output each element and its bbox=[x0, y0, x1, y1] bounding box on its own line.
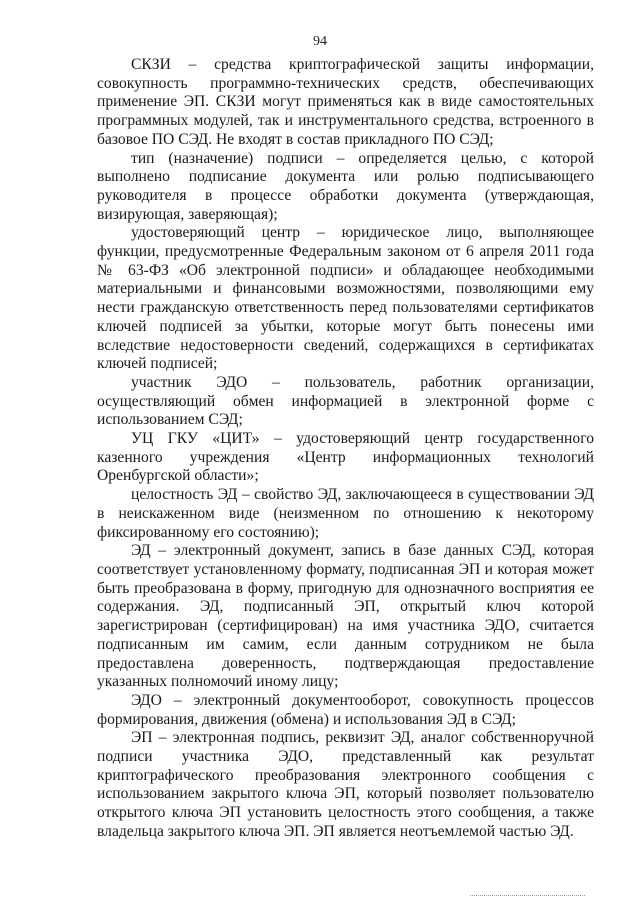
paragraph-uc-gku-cit: УЦ ГКУ «ЦИТ» – удостоверяющий центр государственного казенного учреждения «Центр информационных технологий Оренбургской области»; bbox=[97, 430, 594, 485]
paragraph-edo-participant: участник ЭДО – пользователь, работник организации, осуществляющий обмен информацией в электронной форме с использованием СЭД; bbox=[97, 373, 594, 429]
paragraph-skzi: СКЗИ – средства криптографической защиты информации, совокупность программно-технических средств, обеспечивающих применение ЭП. СКЗИ могут применяться как в виде самостоятельных программных модулей, так и инструментального средства, встроенного в базовое ПО СЭД. Не входят в состав прикладного ПО СЭД; bbox=[97, 56, 594, 148]
paragraph-ed: ЭД – электронный документ, запись в базе данных СЭД, которая соответствует установленному формату, подписанная ЭП и которая может быть преобразована в форму, пригодную для однозначного восприятия ее содержания. ЭД, подписанный ЭП, открытый ключ которой зарегистрирован (сертифицирован) на имя участника ЭДО, считается подписанным им самим, если данным сотрудником не была предоставлена доверенность, подтверждающая предоставление указанных полномочий иному лицу; bbox=[97, 542, 594, 691]
paragraph-certification-center: удостоверяющий центр – юридическое лицо, выполняющее функции, предусмотренные Федеральным законом от 6 апреля 2011 года № 63-ФЗ «Об электронной подписи» и обладающее необходимыми материальными и финансовыми возможностями, позволяющими ему нести гражданскую ответственность перед пользователями сертификатов ключей подписей за убытки, которые могут быть понесены ими вследствие недостоверности сведений, содержащихся в сертификатах ключей подписей; bbox=[97, 224, 594, 373]
paragraph-ed-integrity: целостность ЭД – свойство ЭД, заключающееся в существовании ЭД в неискаженном виде (неизменном по отношению к некоторому фиксированному его состоянию); bbox=[97, 486, 594, 541]
page-number: 94 bbox=[313, 34, 327, 49]
paragraph-ep: ЭП – электронная подпись, реквизит ЭД, аналог собственноручной подписи участника ЭДО, представленный как результат криптографического преобразования электронного сообщения с использованием закрытого ключа ЭП, который позволяет пользователю открытого ключа ЭП установить целостность этого сообщения, а также владельца закрытого ключа ЭП. ЭП является неотъемлемой частью ЭД. bbox=[97, 729, 594, 840]
scan-artifact-line bbox=[470, 895, 585, 897]
paragraph-edo: ЭДО – электронный документооборот, совокупность процессов формирования, движения (обмена) и использования ЭД в СЭД; bbox=[97, 691, 594, 728]
document-body bbox=[97, 56, 594, 842]
paragraph-signature-type: тип (назначение) подписи – определяется целью, с которой выполнено подписание документа или ролью подписывающего руководителя в процессе обработки документа (утверждающая, визирующая, заверяющая); bbox=[97, 149, 594, 223]
